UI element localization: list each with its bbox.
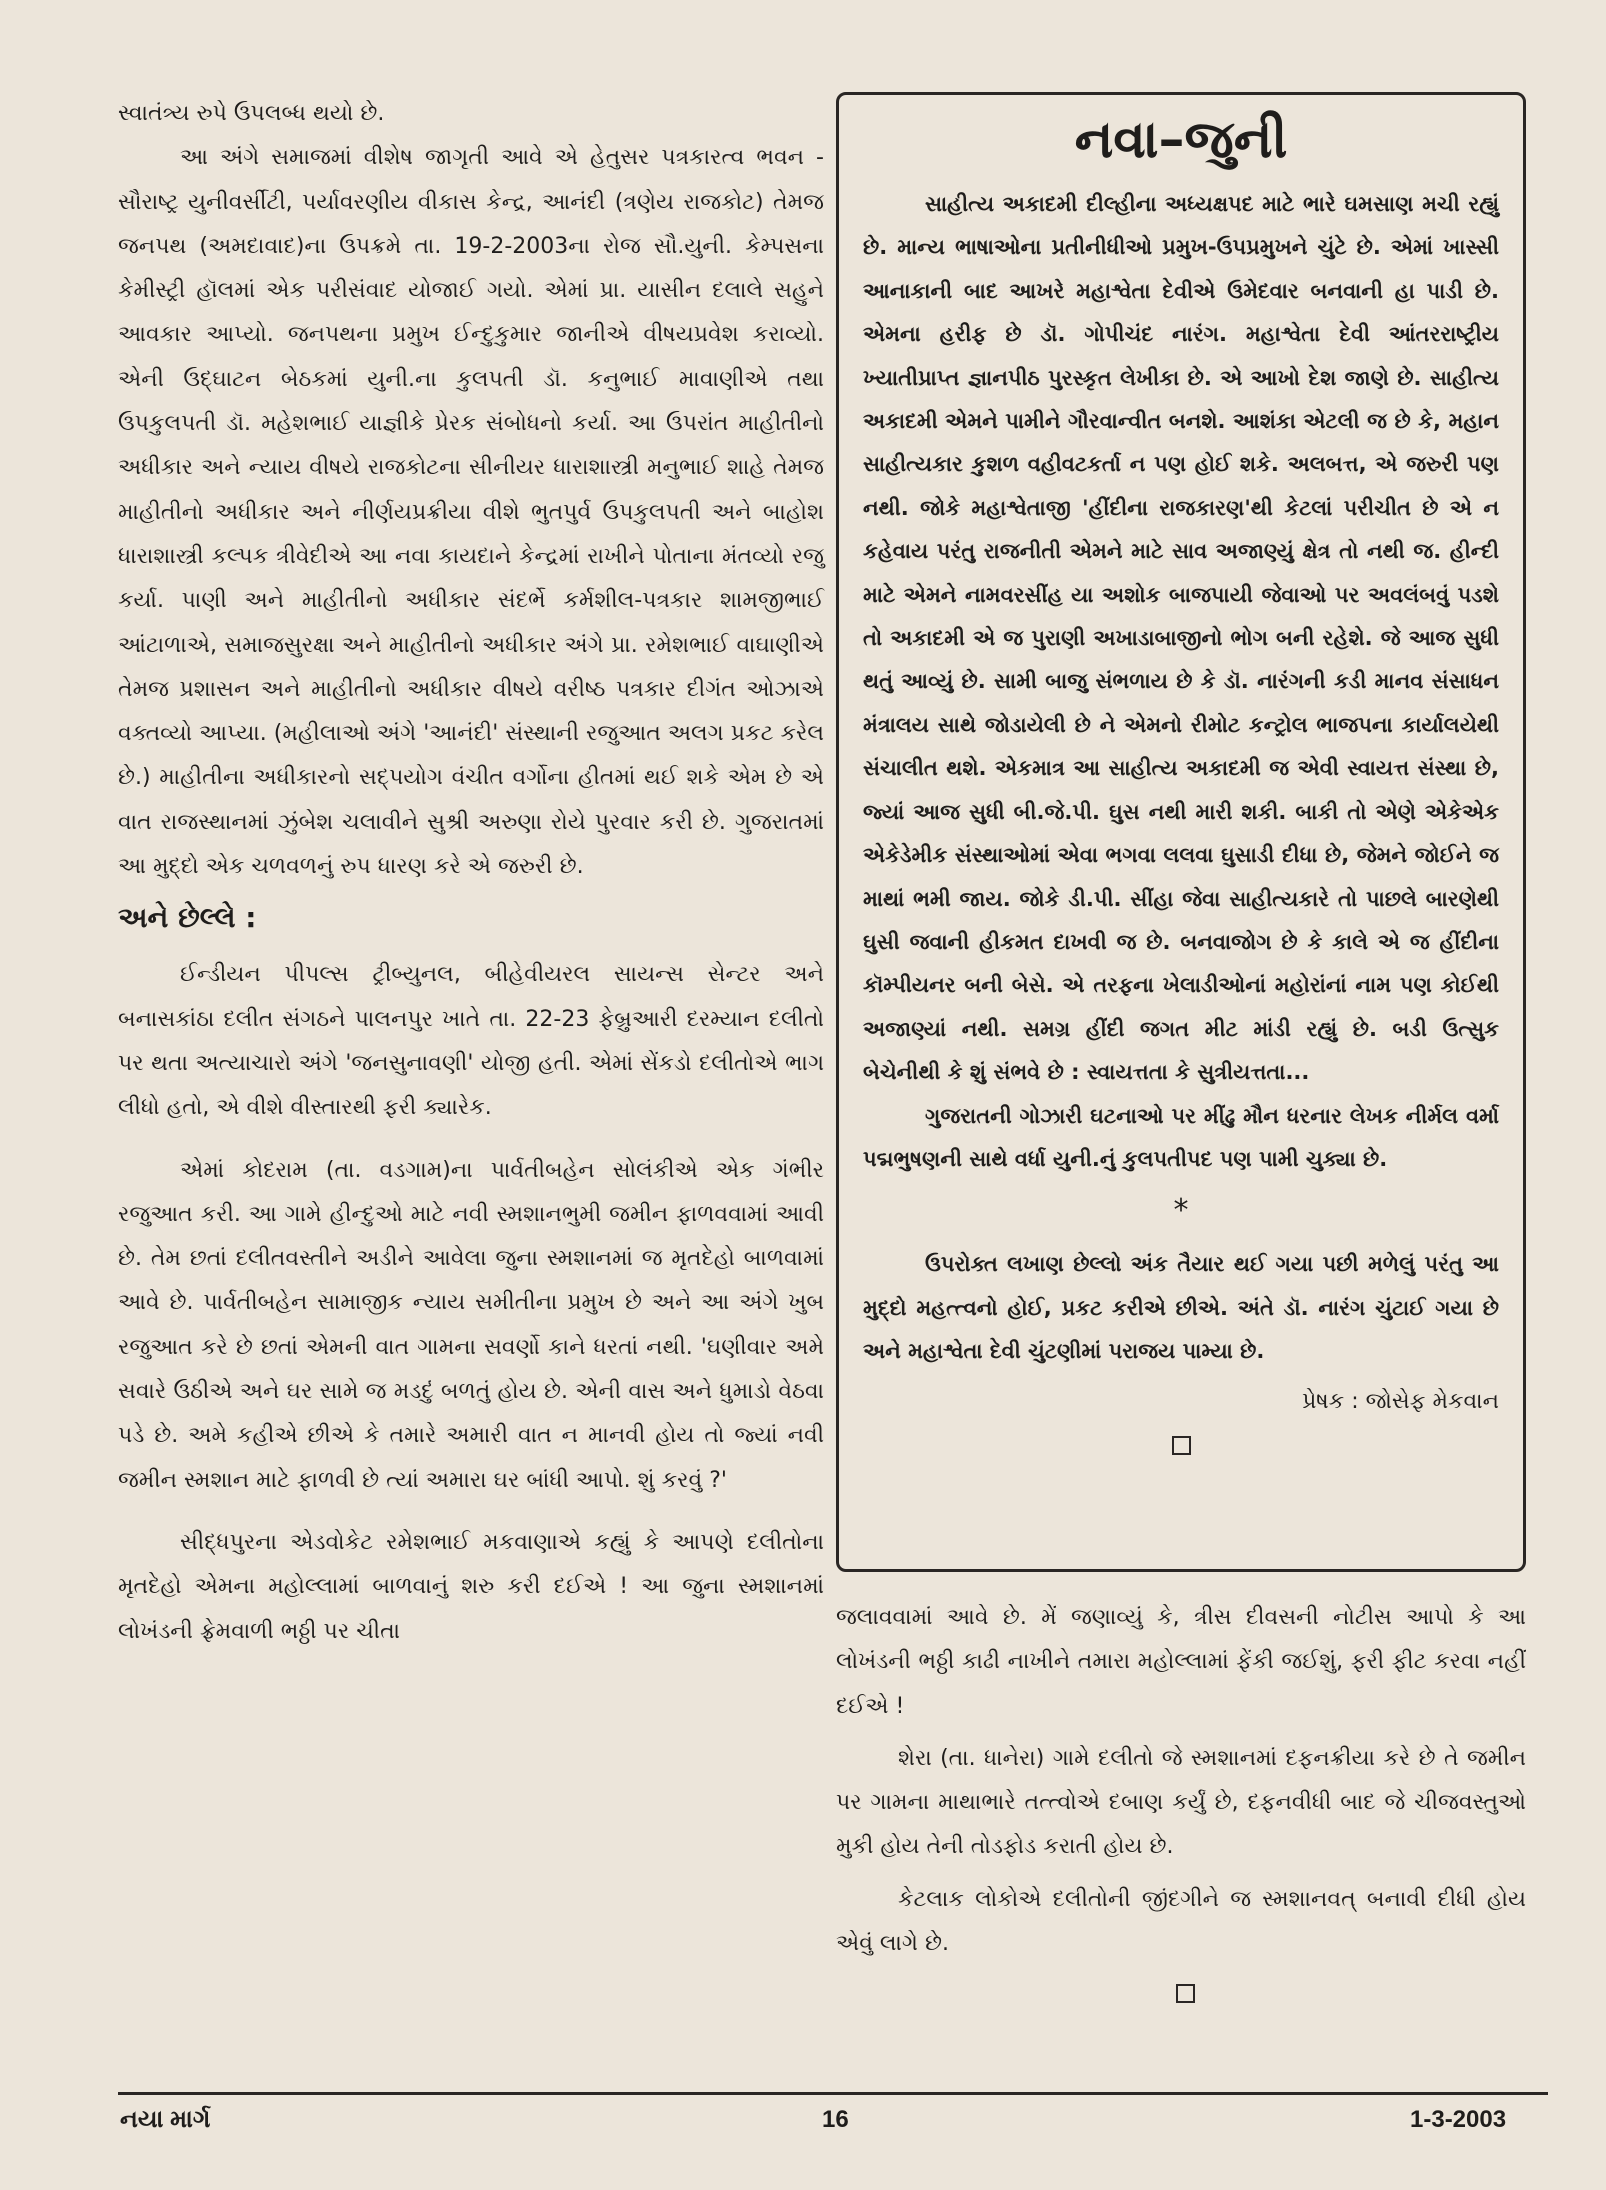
box-paragraph-1: સાહીત્ય અકાદમી દીલ્હીના અધ્યક્ષપદ માટે ભારે ઘમસાણ મચી રહ્યું છે. માન્ય ભાષાઓના પ્રતીનીધીઓ પ્રમુખ-ઉપપ્રમુખને ચુંટે છે. એમાં ખાસ્સી આનાકાની બાદ આખરે મહાશ્વેતા દેવીએ ઉમેદવાર બનવાની હા પાડી છે. એમના હરીફ છે ડૉ. ગોપીચંદ નારંગ. મહાશ્વેતા દેવી આંતરરાષ્ટ્રીય ખ્યાતીપ્રાપ્ત જ્ઞાનપીઠ પુરસ્કૃત લેખીકા છે. એ આખો દેશ જાણે છે. સાહીત્ય અકાદમી એમને પામીને ગૌરવાન્વીત બનશે. આશંકા એટલી જ છે કે, મહાન સાહીત્યકાર કુશળ વહીવટકર્તા ન પણ હોઈ શકે. અલબત્ત, એ જરુરી પણ નથી. જોકે મહાશ્વેતાજી 'હીંદીના રાજકારણ'થી કેટલાં પરીચીત છે એ ન કહેવાય પરંતુ રાજનીતી એમને માટે સાવ અજાણ્યું ક્ષેત્ર તો નથી જ. હીન્દી માટે એમને નામવરસીંહ યા અશોક બાજપાયી જેવાઓ પર અવલંબવું પડશે તો અકાદમી એ જ પુરાણી અખાડાબાજીનો ભોગ બની રહેશે. જે આજ સુધી થતું આવ્યું છે. સામી બાજુ સંભળાય છે કે ડૉ. નારંગની કડી માનવ સંસાધન મંત્રાલય સાથે જોડાયેલી છે ને એમનો રીમોટ કન્ટ્રોલ ભાજપના કાર્યાલયેથી સંચાલીત થશે. એકમાત્ર આ સાહીત્ય અકાદમી જ એવી સ્વાયત્ત સંસ્થા છે, જ્યાં આજ સુધી બી.જે.પી. ઘુસ નથી મારી શકી. બાકી તો એણે એકેએક એકેડેમીક સંસ્થાઓમાં એવા ભગવા લલવા ઘુસાડી દીધા છે, જેમને જોઈને જ માથાં ભમી જાય. જોકે ડી.પી. સીંહા જેવા સાહીત્યકારે તો પાછલે બારણેથી ઘુસી જવાની હીકમત દાખવી જ છે. બનવાજોગ છે કે કાલે એ જ હીંદીના કૉમ્પીયનર બની બેસે. એ તરફના ખેલાડીઓનાં મહોરાંનાં નામ પણ કોઈથી અજાણ્યાં નથી. સમગ્ર હીંદી જગત મીટ માંડી રહ્યું છે. બડી ઉત્સુક બેચેનીથી કે શું સંભવે છે : સ્વાયત્તતા કે સુત્રીયત્તતા... [863,192,1499,1085]
right-paragraph-1: જલાવવામાં આવે છે. મેં જણાવ્યું કે, ત્રીસ દીવસની નોટીસ આપો કે આ લોખંડની ભઠ્ઠી કાઢી નાખીને તમારા મહોલ્લામાં ફેંકી જઈશું, ફરી ફીટ કરવા નહીં દઈએ ! [836,1605,1526,1719]
article-end-square-icon [1176,1984,1195,2003]
left-paragraph-4: એમાં કોદરામ (તા. વડગામ)ના પાર્વતીબહેન સોલંકીએ એક ગંભીર રજુઆત કરી. આ ગામે હીન્દુઓ માટે નવી સ્મશાનભુમી જમીન ફાળવવામાં આવી છે. તેમ છતાં દલીતવસ્તીને અડીને આવેલા જુના સ્મશાનમાં જ મૃતદેહો બાળવામાં આવે છે. પાર્વતીબહેન સામાજીક ન્યાય સમીતીના પ્રમુખ છે અને આ અંગે ખુબ રજુઆત કરે છે છતાં એમની વાત ગામના સવર્ણો કાને ધરતાં નથી. 'ઘણીવાર અમે સવારે ઉઠીએ અને ઘર સામે જ મડદું બળતું હોય છે. એની વાસ અને ધુમાડો વેઠવા પડે છે. અમે કહીએ છીએ કે તમારે અમારી વાત ન માનવી હોય તો જ્યાં નવી જમીન સ્મશાન માટે ફાળવી છે ત્યાં અમારા ઘર બાંધી આપો. શું કરવું ?' [118,1157,824,1493]
nava-juni-box [836,92,1526,1572]
box-paragraph-3: ઉપરોક્ત લખાણ છેલ્લો અંક તૈયાર થઈ ગયા પછી મળેલું પરંતુ આ મુદ્દો મહત્ત્વનો હોઈ, પ્રકટ કરીએ છીએ. અંતે ડૉ. નારંગ ચુંટાઈ ગયા છે અને મહાશ્વેતા દેવી ચુંટણીમાં પરાજય પામ્યા છે. [863,1252,1499,1364]
footer-publication-name: નયા માર્ગ [120,2106,211,2133]
footer-page-number: 16 [822,2106,849,2133]
right-column [836,92,1526,2003]
box-paragraph-2: ગુજરાતની ગોઝારી ઘટનાઓ પર મીંઢુ મૌન ધરનાર લેખક નીર્મલ વર્મા પદ્મભુષણની સાથે વર્ધા યુની.નું કુલપતીપદ પણ પામી ચુક્યા છે. [863,1103,1499,1171]
left-paragraph-5: સીદ્ધપુરના એડવોકેટ રમેશભાઈ મકવાણાએ કહ્યું કે આપણે દલીતોના મૃતદેહો એમના મહોલ્લામાં બાળવાનું શરુ કરી દઈએ ! આ જુના સ્મશાનમાં લોખંડની ફ્રેમવાળી ભઠ્ઠી પર ચીતા [118,1529,824,1644]
left-paragraph-1: સ્વાતંત્ર્ય રુપે ઉપલબ્ધ થયો છે. [118,101,385,126]
box-title: નવા–જુની [1074,110,1288,170]
right-paragraph-3: કેટલાક લોકોએ દલીતોની જીંદગીને જ સ્મશાનવત્ બનાવી દીધી હોય એવું લાગે છે. [836,1886,1526,1957]
section-separator-asterisk: * [1173,1193,1189,1229]
left-paragraph-3: ઈન્ડીયન પીપલ્સ ટ્રીબ્યુનલ, બીહેવીયરલ સાયન્સ સેન્ટર અને બનાસકાંઠા દલીત સંગઠને પાલનપુર ખાતે તા. 22-23 ફેબ્રુઆરી દરમ્યાન દલીતો પર થતા અત્યાચારો અંગે 'જનસુનાવણી' યોજી હતી. એમાં સેંકડો દલીતોએ ભાગ લીધો હતો, એ વીશે વીસ્તારથી ફરી ક્યારેક. [118,962,824,1121]
left-paragraph-2: આ અંગે સમાજમાં વીશેષ જાગૃતી આવે એ હેતુસર પત્રકારત્વ ભવન - સૌરાષ્ટ્ર યુનીવર્સીટી, પર્યાવરણીય વીકાસ કેન્દ્ર, આનંદી (ત્રણેય રાજકોટ) તેમજ જનપથ (અમદાવાદ)ના ઉપક્રમે તા. 19-2-2003ના રોજ સૌ.યુની. કેમ્પસના કેમીસ્ટ્રી હૉલમાં એક પરીસંવાદ યોજાઈ ગયો. એમાં પ્રા. યાસીન દલાલે સહુને આવકાર આપ્યો. જનપથના પ્રમુખ ઈન્દુકુમાર જાનીએ વીષયપ્રવેશ કરાવ્યો. એની ઉદ્ઘાટન બેઠકમાં યુની.ના કુલપતી ડૉ. કનુભાઈ માવાણીએ તથા ઉપકુલપતી ડૉ. મહેશભાઈ યાજ્ઞીકે પ્રેરક સંબોધનો કર્યા. આ ઉપરાંત માહીતીનો અધીકાર અને ન્યાય વીષયે રાજકોટના સીનીયર ધારાશાસ્ત્રી મનુભાઈ શાહે તેમજ માહીતીનો અધીકાર અને નીર્ણયપ્રક્રીયા વીશે ભુતપુર્વ ઉપકુલપતી અને બાહોશ ધારાશાસ્ત્રી કલ્પક ત્રીવેદીએ આ નવા કાયદાને કેન્દ્રમાં રાખીને પોતાના મંતવ્યો રજુ કર્યા. પાણી અને માહીતીનો અધીકાર સંદર્ભે કર્મશીલ-પત્રકાર શામજીભાઈ આંટાળાએ, સમાજસુરક્ષા અને માહીતીનો અધીકાર અંગે પ્રા. રમેશભાઈ વાઘાણીએ તેમજ પ્રશાસન અને માહીતીનો અધીકાર વીષયે વરીષ્ઠ પત્રકાર દીગંત ઓઝાએ વક્તવ્યો આપ્યા. (મહીલાઓ અંગે 'આનંદી' સંસ્થાની રજુઆત અલગ પ્રકટ કરેલ છે.) માહીતીના અધીકારનો સદ્‌પયોગ વંચીત વર્ગોના હીતમાં થઈ શકે એમ છે એ વાત રાજસ્થાનમાં ઝુંબેશ ચલાવીને સુશ્રી અરુણા રોયે પુરવાર કરી છે. ગુજરાતમાં આ મુદ્દો એક ચળવળનું રુપ ધારણ કરે એ જરુરી છે. [118,145,824,880]
right-paragraph-2: શેરા (તા. ધાનેરા) ગામે દલીતો જે સ્મશાનમાં દફનક્રીયા કરે છે તે જમીન પર ગામના માથાભારે તત્ત્વોએ દબાણ કર્યું છે, દફનવીધી બાદ જે ચીજવસ્તુઓ મુકી હોય તેની તોડફોડ કરાતી હોય છે. [836,1745,1526,1860]
footer-date: 1-3-2003 [1410,2106,1507,2133]
end-mark-square-icon [1172,1436,1191,1455]
left-column [118,92,824,1654]
section-subheading: અને છેલ્લે : [118,901,257,935]
box-signature: પ્રેષક : જોસેફ મેકવાન [1302,1388,1499,1414]
footer-divider [118,2092,1548,2095]
